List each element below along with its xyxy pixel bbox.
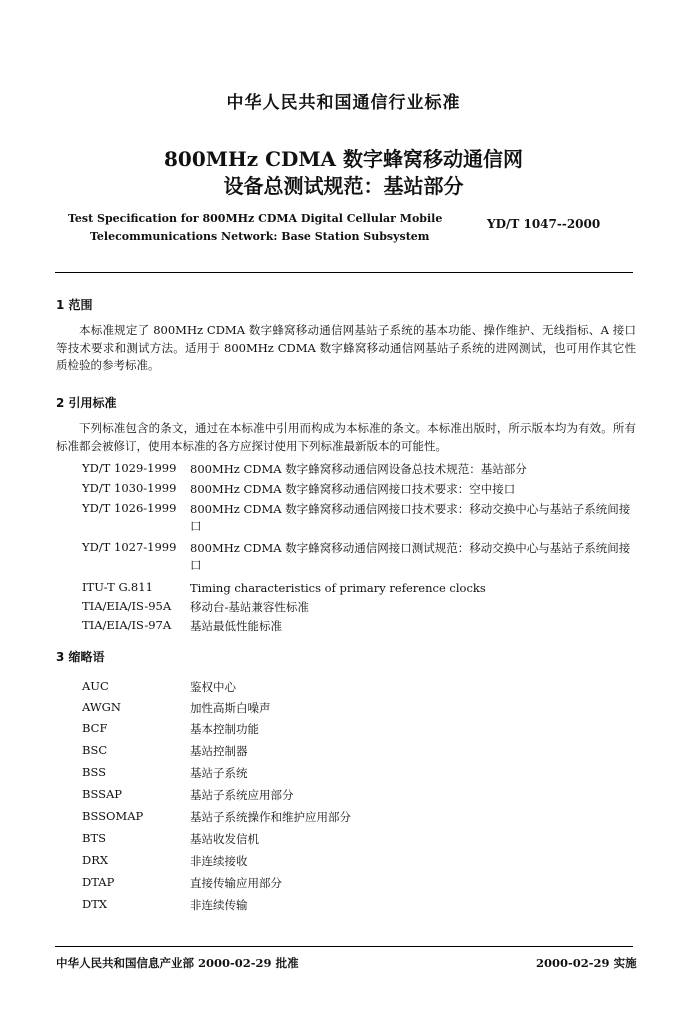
- abbreviation-definition: 基本控制功能: [190, 722, 259, 736]
- issuing-organization: 中华人民共和国通信行业标准: [226, 93, 461, 113]
- abbreviation-code: BSS: [82, 765, 107, 779]
- english-title-line-2: Telecommunications Network: Base Station Subsystem: [90, 230, 430, 243]
- abbreviation-definition: 基站子系统应用部分: [190, 788, 294, 802]
- reference-code: ITU-T G.811: [82, 580, 153, 594]
- reference-code: YD/T 1030-1999: [82, 481, 177, 495]
- section-heading-references: 2 引用标准: [56, 396, 117, 410]
- reference-title: 800MHz CDMA 数字蜂窝移动通信网接口技术要求：移动交换中心与基站子系统间接口: [190, 502, 631, 533]
- reference-title: 800MHz CDMA 数字蜂窝移动通信网接口技术要求：空中接口: [190, 482, 516, 496]
- scope-paragraph: 本标准规定了 800MHz CDMA 数字蜂窝移动通信网基站子系统的基本功能、操作维护、无线指标、A 接口等技术要求和测试方法。适用于 800MHz CDMA 数字蜂窝移动通信网基站子系统的进网测试，也可用作其它性质检验的参考标准。: [56, 323, 636, 372]
- reference-title: 800MHz CDMA 数字蜂窝移动通信网接口测试规范：移动交换中心与基站子系统间接口: [190, 541, 631, 572]
- abbreviation-definition: 基站收发信机: [190, 832, 259, 846]
- reference-title: Timing characteristics of primary reference clocks: [190, 581, 486, 595]
- abbreviation-code: BSC: [82, 743, 108, 757]
- footer-issuer: 中华人民共和国信息产业部 2000-02-29 批准: [56, 956, 299, 970]
- abbreviation-code: DTX: [82, 897, 108, 911]
- abbreviation-definition: 鉴权中心: [190, 680, 236, 694]
- abbreviation-code: AUC: [82, 679, 109, 693]
- abbreviation-code: BSSAP: [82, 787, 123, 801]
- abbreviation-definition: 直接传输应用部分: [190, 876, 282, 890]
- footer-effective-date: 2000-02-29 实施: [536, 956, 637, 970]
- abbreviation-definition: 非连续传输: [190, 898, 248, 912]
- abbreviation-code: BTS: [82, 831, 106, 845]
- abbreviation-definition: 非连续接收: [190, 854, 248, 868]
- reference-code: YD/T 1026-1999: [82, 501, 177, 515]
- abbreviation-definition: 基站控制器: [190, 744, 248, 758]
- reference-code: YD/T 1027-1999: [82, 540, 177, 554]
- references-paragraph: 下列标准包含的条文，通过在本标准中引用而构成为本标准的条文。本标准出版时，所示版本均为有效。所有标准都会被修订，使用本标准的各方应探讨使用下列标准最新版本的可能性。: [56, 421, 636, 453]
- abbreviation-definition: 基站子系统: [190, 766, 248, 780]
- standard-number: YD/T 1047--2000: [487, 217, 601, 231]
- reference-code: YD/T 1029-1999: [82, 461, 177, 475]
- reference-title: 基站最低性能标准: [190, 619, 282, 633]
- abbreviation-code: BSSOMAP: [82, 809, 144, 823]
- abbreviation-definition: 加性高斯白噪声: [190, 701, 271, 715]
- abbreviation-definition: 基站子系统操作和维护应用部分: [190, 810, 351, 824]
- english-title-line-1: Test Specification for 800MHz CDMA Digital Cellular Mobile: [68, 212, 443, 225]
- section-heading-abbreviations: 3 缩略语: [56, 650, 105, 664]
- reference-title: 移动台-基站兼容性标准: [190, 600, 309, 614]
- abbreviation-code: AWGN: [82, 700, 121, 714]
- document-title-line-2: 设备总测试规范：基站部分: [223, 174, 464, 198]
- abbreviation-code: BCF: [82, 721, 108, 735]
- section-heading-scope: 1 范围: [56, 298, 93, 312]
- reference-code: TIA/EIA/IS-97A: [82, 618, 172, 632]
- header-divider: [55, 272, 633, 273]
- abbreviation-code: DTAP: [82, 875, 115, 889]
- reference-title: 800MHz CDMA 数字蜂窝移动通信网设备总技术规范：基站部分: [190, 462, 527, 476]
- document-title-line-1: 800MHz CDMA 数字蜂窝移动通信网: [164, 147, 523, 171]
- abbreviation-code: DRX: [82, 853, 109, 867]
- reference-code: TIA/EIA/IS-95A: [82, 599, 172, 613]
- footer-divider: [55, 946, 633, 947]
